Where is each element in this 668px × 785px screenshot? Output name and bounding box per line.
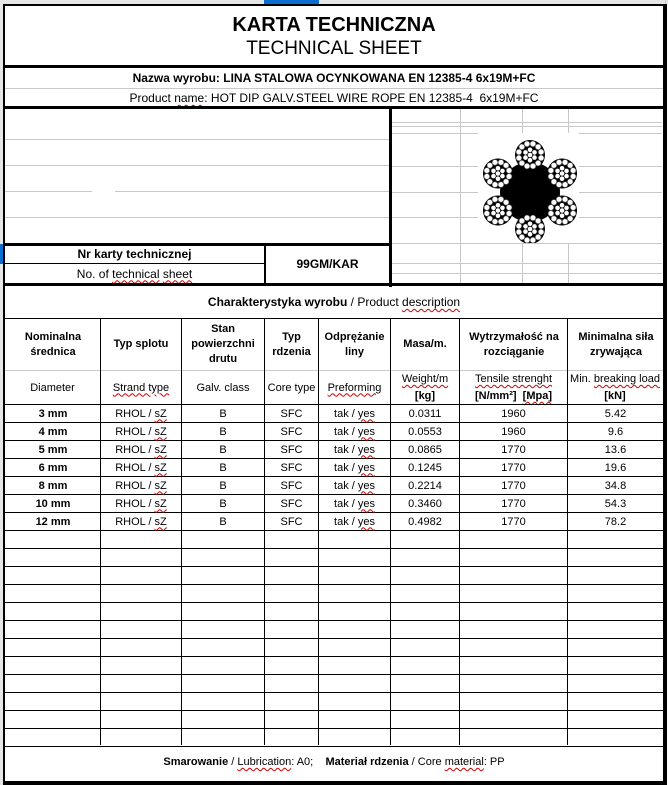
- table-cell: B: [219, 479, 227, 492]
- cell-text: sZ: [154, 407, 167, 420]
- cell-text: RHOL /: [115, 461, 155, 474]
- section-title-en-b: description: [402, 295, 461, 309]
- table-cell: 9.6: [607, 425, 624, 438]
- section-sep: /: [347, 295, 358, 309]
- table-cell: 1960: [501, 425, 526, 438]
- table-cell: 0.4982: [408, 515, 442, 528]
- footer-core-val: : PP: [483, 756, 505, 768]
- sheet-no-label-en-c: sheet: [162, 266, 193, 281]
- cell-text: RHOL /: [115, 515, 155, 528]
- col-sub-strand-text: Strand type: [112, 381, 170, 394]
- cell-text: yes: [357, 425, 375, 438]
- col-sub-diameter: Diameter: [30, 381, 75, 394]
- table-cell: B: [219, 425, 227, 438]
- table-cell: B: [219, 497, 227, 510]
- table-cell: 4 mm: [38, 425, 68, 438]
- col-sub-load-a: Min.: [570, 373, 591, 385]
- cell-text: RHOL /: [115, 443, 155, 456]
- footer-lub-pl: Smarowanie: [163, 756, 229, 768]
- col-sub-mass-text: Weight/m: [401, 373, 449, 385]
- cell-text: sZ: [154, 461, 167, 474]
- table-cell: 6 mm: [38, 461, 68, 474]
- table-cell: B: [219, 515, 227, 528]
- table-cell: 54.3: [604, 497, 627, 510]
- table-cell: SFC: [280, 443, 303, 456]
- section-title-pl: Charakterystyka wyrobu: [207, 295, 348, 309]
- table-cell: SFC: [280, 407, 303, 420]
- table-cell: 0.0553: [408, 425, 442, 438]
- cell-text: RHOL /: [115, 479, 155, 492]
- product-label-name-word: name: [174, 91, 205, 105]
- col-unit-load: [kN]: [604, 390, 626, 402]
- thick-divider: [3, 243, 391, 246]
- col-header-tensile: Wytrzymałość na rozciąganie: [469, 330, 559, 358]
- thick-divider: [3, 106, 665, 109]
- cell-text: tak /: [334, 407, 358, 420]
- table-cell: 13.6: [604, 443, 627, 456]
- product-label: Product: [129, 91, 171, 105]
- table-cell: 8 mm: [38, 479, 68, 492]
- sheet-no-value[interactable]: 99GM/KAR: [296, 257, 359, 271]
- table-cell: 34.8: [604, 479, 627, 492]
- table-cell: 3 mm: [38, 407, 68, 420]
- table-cell: B: [219, 461, 227, 474]
- table-cell: 19.6: [604, 461, 627, 474]
- cell-text: yes: [357, 443, 375, 456]
- cell-text: yes: [357, 407, 375, 420]
- cell-text: RHOL /: [115, 407, 155, 420]
- col-unit-tensile-b: [Mpa]: [522, 390, 552, 402]
- table-cell: 1770: [501, 497, 526, 510]
- table-cell: 0.0865: [408, 443, 442, 456]
- table-cell: 10 mm: [35, 497, 71, 510]
- col-sub-preforming-text: Preforming: [327, 381, 382, 394]
- thick-divider: [3, 283, 665, 286]
- cell-text: yes: [357, 461, 375, 474]
- col-sub-tensile-text: Tensile strenght: [474, 373, 553, 385]
- col-header-mass: Masa/m.: [403, 338, 447, 350]
- table-cell: 0.2214: [408, 479, 442, 492]
- table-cell: SFC: [280, 515, 303, 528]
- footer-lub-sep: /: [228, 756, 238, 768]
- cell-text: yes: [357, 479, 375, 492]
- cell-text: tak /: [334, 479, 358, 492]
- table-cell: 0.0311: [408, 407, 442, 420]
- cell-text: yes: [357, 515, 375, 528]
- cell-text: sZ: [154, 497, 167, 510]
- cell-text: RHOL /: [115, 425, 155, 438]
- product-name-pl: Nazwa wyrobu: LINA STALOWA OCYNKOWANA EN 12385-4 6x19M+FC: [132, 71, 536, 85]
- cell-text: sZ: [154, 479, 167, 492]
- table-cell: SFC: [280, 479, 303, 492]
- col-header-galv: Stan powierzchni drutu: [191, 323, 255, 365]
- col-unit-tensile-a: [N/mm²]: [474, 390, 517, 402]
- col-sub-core-text: Core type: [267, 381, 316, 394]
- table-cell: 5 mm: [38, 443, 68, 456]
- col-header-diameter: Nominalna średnica: [24, 330, 82, 358]
- cell-text: sZ: [154, 425, 167, 438]
- cell-text: yes: [357, 497, 375, 510]
- title-pl: KARTA TECHNICZNA: [232, 13, 436, 36]
- col-sub-load-b: breaking load: [593, 373, 660, 385]
- table-cell: 12 mm: [35, 515, 71, 528]
- sheet-no-label-pl: Nr karty technicznej: [77, 247, 192, 261]
- cell-text: tak /: [334, 461, 358, 474]
- table-cell: 78.2: [604, 515, 627, 528]
- table-cell: SFC: [280, 461, 303, 474]
- table-cell: 1770: [501, 515, 526, 528]
- footer-core-en: material: [444, 756, 484, 768]
- cell-text: tak /: [334, 515, 358, 528]
- col-header-core: Typ rdzenia: [272, 330, 311, 358]
- cell-text: sZ: [154, 443, 167, 456]
- thick-divider: [389, 109, 392, 287]
- section-title-en-a: Product: [357, 295, 399, 309]
- table-cell: 0.1245: [408, 461, 442, 474]
- cell-text: sZ: [154, 515, 167, 528]
- table-cell: SFC: [280, 425, 303, 438]
- footer-core-sep: / Core: [408, 756, 445, 768]
- footer-core-pl: Materiał rdzenia: [325, 756, 409, 768]
- table-cell: SFC: [280, 497, 303, 510]
- col-header-preforming: Odprężanie liny: [324, 330, 385, 358]
- cell-text: tak /: [334, 425, 358, 438]
- outer-border: [3, 4, 667, 785]
- col-header-strand: Typ splotu: [113, 338, 169, 350]
- table-cell: 0.3460: [408, 497, 442, 510]
- sheet-no-label-en-a: No. of: [76, 266, 109, 281]
- sheet-no-label-en-b: technical: [112, 266, 160, 281]
- col-sub-galv-text: Galv. class: [196, 381, 250, 394]
- title-en: TECHNICAL SHEET: [246, 38, 422, 59]
- table-cell: 1770: [501, 479, 526, 492]
- table-cell: 1770: [501, 461, 526, 474]
- table-cell: B: [219, 407, 227, 420]
- footer-lub-en: Lubrication: [237, 756, 292, 768]
- cell-text: tak /: [334, 443, 358, 456]
- col-header-load: Minimalna siła zrywająca: [578, 330, 654, 358]
- table-cell: B: [219, 443, 227, 456]
- table-cell: 1770: [501, 443, 526, 456]
- table-cell: 1960: [501, 407, 526, 420]
- cell-text: tak /: [334, 497, 358, 510]
- cell-text: RHOL /: [115, 497, 155, 510]
- thick-divider: [264, 245, 266, 284]
- product-name-value: : HOT DIP GALV.STEEL WIRE ROPE EN 12385-4 6x19M+FC: [204, 91, 539, 105]
- footer-lub-val: : A0;: [291, 756, 314, 768]
- thick-divider: [3, 65, 665, 68]
- col-unit-mass: [kg]: [414, 390, 436, 402]
- table-cell: 5.42: [604, 407, 627, 420]
